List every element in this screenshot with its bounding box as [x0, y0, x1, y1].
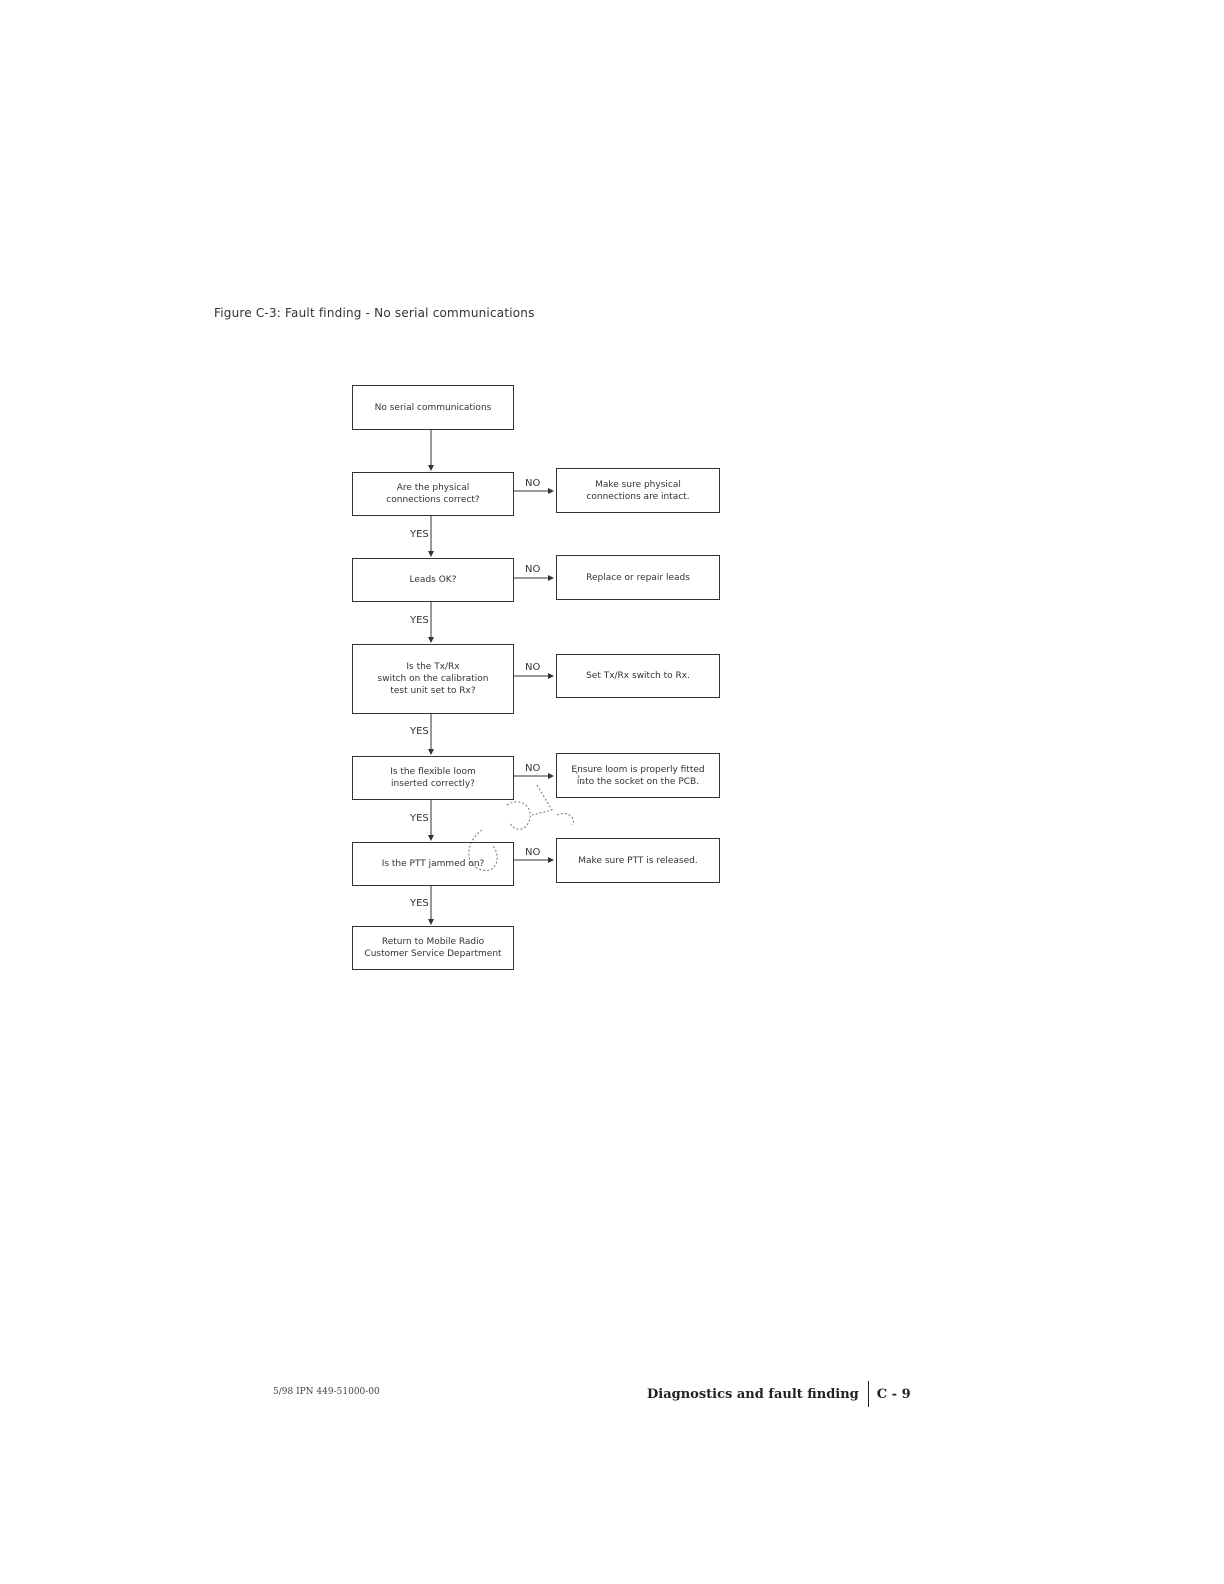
- node-a4-fit-loom: Ensure loom is properly fitted into the socket on the PCB.: [556, 753, 720, 798]
- footer-divider: [868, 1381, 869, 1407]
- footer-section-page: [647, 1381, 911, 1407]
- label-yes-5: YES: [410, 898, 429, 909]
- node-q5-ptt-jammed: Is the PTT jammed on?: [352, 842, 514, 886]
- label-yes-4: YES: [410, 813, 429, 824]
- node-start: No serial communications: [352, 385, 514, 430]
- label-no-4: NO: [525, 763, 541, 774]
- node-end-return: Return to Mobile Radio Customer Service Department: [352, 926, 514, 970]
- node-a1-check-connections: Make sure physical connections are intact.: [556, 468, 720, 513]
- label-yes-1: YES: [410, 529, 429, 540]
- handwritten-scribble-mark: [452, 770, 602, 880]
- footer-doc-ref: 5/98 IPN 449-51000-00: [273, 1387, 380, 1397]
- figure-caption: Figure C-3: Fault finding - No serial communications: [214, 306, 535, 320]
- node-a2-replace-leads: Replace or repair leads: [556, 555, 720, 600]
- footer-page-number: C - 9: [876, 1386, 911, 1402]
- label-no-2: NO: [525, 564, 541, 575]
- node-a3-set-switch: Set Tx/Rx switch to Rx.: [556, 654, 720, 698]
- label-yes-2: YES: [410, 615, 429, 626]
- label-no-1: NO: [525, 478, 541, 489]
- node-q2-leads: Leads OK?: [352, 558, 514, 602]
- node-q1-physical-connections: Are the physical connections correct?: [352, 472, 514, 516]
- label-yes-3: YES: [410, 726, 429, 737]
- node-q4-flexible-loom: Is the flexible loom inserted correctly?: [352, 756, 514, 800]
- label-no-3: NO: [525, 662, 541, 673]
- node-q3-txrx-switch: Is the Tx/Rx switch on the calibration test unit set to Rx?: [352, 644, 514, 714]
- footer-section-title: Diagnostics and fault finding: [647, 1386, 859, 1402]
- node-a5-release-ptt: Make sure PTT is released.: [556, 838, 720, 883]
- label-no-5: NO: [525, 847, 541, 858]
